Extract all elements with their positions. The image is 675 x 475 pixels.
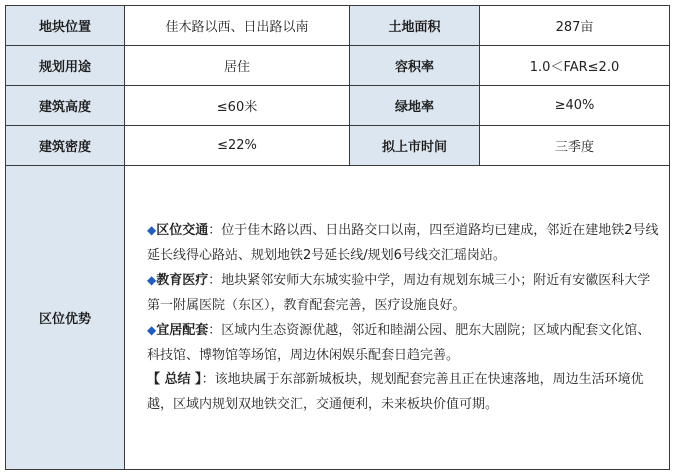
planned-use-value: 居住 xyxy=(125,46,350,86)
table-row xyxy=(6,6,670,46)
listing-time-value: 三季度 xyxy=(480,126,670,166)
diamond-bullet-icon: ◆ xyxy=(147,223,157,237)
advantage-separator: ： xyxy=(208,323,222,338)
diamond-bullet-icon: ◆ xyxy=(147,273,157,287)
advantage-title: 区位交通 xyxy=(156,223,209,238)
plot-ratio-value: 1.0＜FAR≤2.0 xyxy=(480,46,670,86)
advantage-text: 该地块属于东部新城板块，规划配套完善且正在快速落地，周边生活环境优越，区域内规划双地铁交汇，交通便利，未来板块价值可期。 xyxy=(147,372,644,412)
advantage-title: 教育医疗 xyxy=(156,273,209,288)
summary-title: 【 总结 】 xyxy=(147,372,202,387)
location-advantages-content xyxy=(125,166,670,470)
land-info-table xyxy=(5,5,670,470)
advantage-text: 区域内生态资源优越，邻近和睦湖公园、肥东大剧院；区域内配套文化馆、科技馆、博物馆等场馆，周边休闲娱乐配套日趋完善。 xyxy=(147,323,651,363)
advantage-title: 宜居配套 xyxy=(156,323,209,338)
table-row xyxy=(6,166,670,470)
planned-use-label: 规划用途 xyxy=(6,46,125,86)
green-ratio-value: ≥40% xyxy=(480,86,670,126)
advantage-item-transport xyxy=(147,218,659,268)
location-advantages-label: 区位优势 xyxy=(6,166,125,470)
plot-location-value: 佳木路以西、日出路以南 xyxy=(125,6,350,46)
table-row xyxy=(6,126,670,166)
land-area-value: 287亩 xyxy=(480,6,670,46)
diamond-bullet-icon: ◆ xyxy=(147,323,157,337)
listing-time-label: 拟上市时间 xyxy=(350,126,480,166)
advantage-item-living xyxy=(147,318,659,368)
plot-ratio-label: 容积率 xyxy=(350,46,480,86)
advantage-text: 地块紧邻安师大东城实验中学，周边有规划东城三小；附近有安徽医科大学第一附属医院（东区），教育配套完善，医疗设施良好。 xyxy=(147,273,651,313)
advantage-item-summary xyxy=(147,368,659,417)
plot-location-label: 地块位置 xyxy=(6,6,125,46)
green-ratio-label: 绿地率 xyxy=(350,86,480,126)
advantage-separator: ： xyxy=(208,223,222,238)
land-area-label: 土地面积 xyxy=(350,6,480,46)
advantage-item-education xyxy=(147,268,659,318)
building-height-label: 建筑高度 xyxy=(6,86,125,126)
building-density-value: ≤22% xyxy=(125,126,350,166)
building-density-label: 建筑密度 xyxy=(6,126,125,166)
advantage-separator: ： xyxy=(208,273,222,288)
advantage-text: 位于佳木路以西、日出路交口以南，四至道路均已建成，邻近在建地铁2号线延长线得心路站、规划地铁2号延长线/规划6号线交汇瑶岗站。 xyxy=(147,223,659,263)
building-height-value: ≤60米 xyxy=(125,86,350,126)
advantage-separator: ： xyxy=(201,372,215,387)
table-row xyxy=(6,46,670,86)
table-row xyxy=(6,86,670,126)
